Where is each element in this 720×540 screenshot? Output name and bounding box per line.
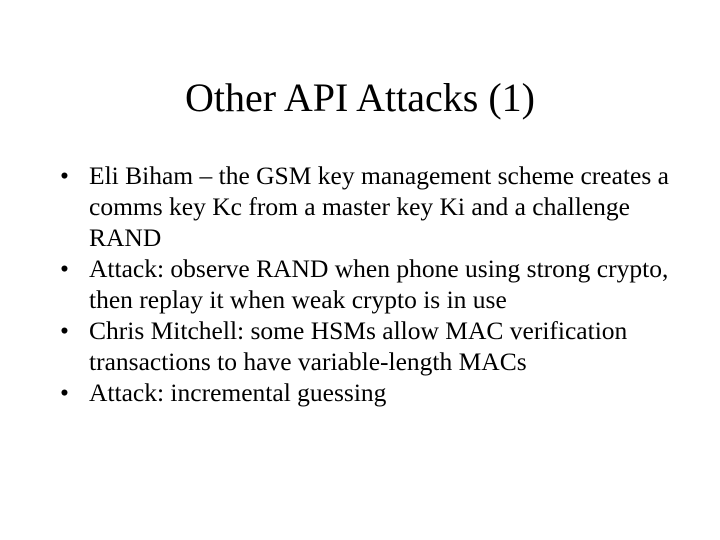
bullet-icon: • — [60, 316, 69, 345]
bullet-icon: • — [60, 254, 69, 283]
bullet-item — [56, 253, 676, 315]
bullet-item — [56, 315, 676, 377]
slide-title: Other API Attacks (1) — [185, 75, 535, 120]
bullet-text: Chris Mitchell: some HSMs allow MAC verification transactions to have variable-length MACs — [89, 316, 628, 376]
bullet-text: Attack: observe RAND when phone using strong crypto, then replay it when weak crypto is in use — [89, 254, 669, 314]
bullet-item — [56, 377, 676, 408]
bullet-text: Eli Biham – the GSM key management scheme creates a comms key Kc from a master key Ki and a challenge RAND — [89, 161, 669, 252]
bullet-text: Attack: incremental guessing — [89, 378, 387, 407]
bullet-list — [56, 160, 676, 408]
bullet-icon: • — [60, 161, 69, 190]
bullet-item — [56, 160, 676, 253]
bullet-icon: • — [60, 378, 69, 407]
